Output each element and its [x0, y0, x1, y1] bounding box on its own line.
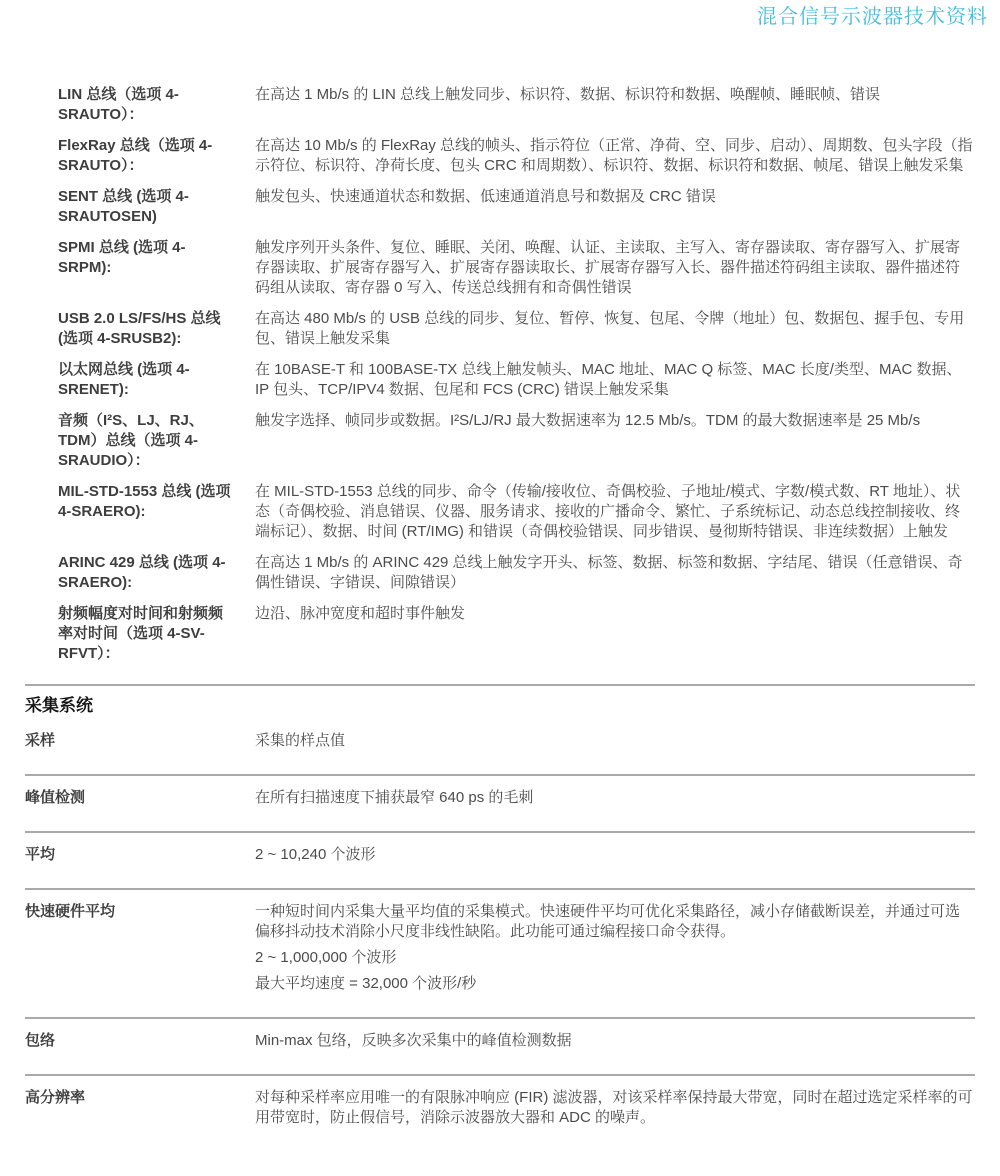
spec-row-rf-vs-time — [58, 604, 975, 664]
section-heading-acquisition: 采集系统 — [25, 696, 93, 715]
spec-paragraph: 对每种采样率应用唯一的有限脉冲响应 (FIR) 滤波器，对该采样率保持最大带宽，同时在超过选定采样率的可用带宽时，防止假信号，消除示波器放大器和 ADC 的噪声。 — [255, 1089, 973, 1126]
spec-value — [255, 731, 973, 751]
spec-row-sent — [58, 187, 975, 227]
spec-label: 射频幅度对时间和射频频率对时间（选项 4-SV-RFVT）： — [58, 605, 224, 662]
spec-label: SENT 总线 (选项 4-SRAUTOSEN) — [58, 188, 189, 225]
spec-value — [255, 902, 973, 994]
spec-row-audio — [58, 411, 975, 471]
spec-paragraph: 最大平均速度 = 32,000 个波形/秒 — [255, 975, 477, 992]
spec-label: 以太网总线 (选项 4-SRENET): — [58, 361, 190, 398]
spec-paragraph: 在所有扫描速度下捕获最窄 640 ps 的毛刺 — [255, 789, 534, 806]
acq-row-fast-hw-average — [25, 888, 975, 1017]
spec-label: ARINC 429 总线 (选项 4-SRAERO): — [58, 554, 226, 591]
spec-paragraph: 采集的样点值 — [255, 732, 346, 749]
spec-label: 平均 — [25, 846, 56, 863]
acq-row-peak-detect — [25, 774, 975, 831]
spec-label: MIL-STD-1553 总线 (选项 4-SRAERO): — [58, 483, 231, 520]
spec-value: 在高达 480 Mb/s 的 USB 总线的同步、复位、暂停、恢复、包尾、令牌（地址）包、数据包、握手包、专用包、错误上触发采集 — [255, 310, 965, 347]
spec-row-usb2 — [58, 309, 975, 349]
acq-row-average — [25, 831, 975, 888]
acq-row-envelope — [25, 1017, 975, 1074]
spec-value: 在高达 10 Mb/s 的 FlexRay 总线的帧头、指示符位（正常、净荷、空、同步、启动）、周期数、包头字段（指示符位、标识符、净荷长度、包头 CRC 和周期数）、标识符、数据、标识符和数据、帧尾、错误上触发采集 — [255, 137, 973, 174]
spec-value — [255, 788, 973, 808]
spec-label: 采样 — [25, 732, 56, 749]
spec-paragraph: 2 ~ 10,240 个波形 — [255, 846, 376, 863]
spec-row-ethernet — [58, 360, 975, 400]
spec-value: 在高达 1 Mb/s 的 LIN 总线上触发同步、标识符、数据、标识符和数据、唤醒帧、睡眠帧、错误 — [255, 86, 881, 103]
spec-label: 快速硬件平均 — [25, 903, 116, 920]
spec-paragraph: 2 ~ 1,000,000 个波形 — [255, 949, 397, 966]
spec-label: FlexRay 总线（选项 4-SRAUTO）： — [58, 137, 213, 174]
spec-row-spmi — [58, 238, 975, 298]
spec-value: 在 MIL-STD-1553 总线的同步、命令（传输/接收位、奇偶校验、子地址/模式、字数/模式数、RT 地址）、状态（奇偶校验、消息错误、仪器、服务请求、接收的广播命令、繁忙、子系统标记、动态总线控制接收、终端标记）、数据、时间 (RT/IMG) 和错误（奇偶校验错误、同步错误、曼彻斯特错误、非连续数据）上触发 — [255, 483, 961, 540]
spec-label: LIN 总线（选项 4-SRAUTO）： — [58, 86, 179, 123]
spec-value — [255, 1088, 973, 1128]
spec-value: 触发字选择、帧同步或数据。I²S/LJ/RJ 最大数据速率为 12.5 Mb/s。TDM 的最大数据速率是 25 Mb/s — [255, 412, 921, 429]
spec-value: 在 10BASE-T 和 100BASE-TX 总线上触发帧头、MAC 地址、MAC Q 标签、MAC 长度/类型、MAC 数据、IP 包头、TCP/IPV4 数据、包尾和 FCS (CRC) 错误上触发采集 — [255, 361, 962, 398]
spec-paragraph: Min-max 包络，反映多次采集中的峰值检测数据 — [255, 1032, 572, 1049]
document-title: 混合信号示波器技术资料 — [757, 6, 988, 28]
spec-label: SPMI 总线 (选项 4-SRPM): — [58, 239, 186, 276]
section-divider — [25, 684, 975, 686]
spec-label: 高分辨率 — [25, 1089, 86, 1106]
spec-paragraph: 一种短时间内采集大量平均值的采集模式。快速硬件平均可优化采集路径，减小存储截断误差，并通过可选偏移抖动技术消除小尺度非线性缺陷。此功能可通过编程接口命令获得。 — [255, 903, 961, 940]
spec-value: 在高达 1 Mb/s 的 ARINC 429 总线上触发字开头、标签、数据、标签和数据、字结尾、错误（任意错误、奇偶性错误、字错误、间隙错误） — [255, 554, 963, 591]
spec-value — [255, 1031, 973, 1051]
spec-label: 峰值检测 — [25, 789, 86, 806]
serial-bus-trigger-table — [58, 85, 975, 664]
spec-row-mil-std-1553 — [58, 482, 975, 542]
acq-row-high-res — [25, 1074, 975, 1151]
spec-label: USB 2.0 LS/FS/HS 总线 (选项 4-SRUSB2): — [58, 310, 221, 347]
acquisition-table — [25, 729, 975, 1151]
spec-value — [255, 845, 973, 865]
spec-label: 包络 — [25, 1032, 56, 1049]
spec-row-flexray — [58, 136, 975, 176]
spec-label: 音频（I²S、LJ、RJ、TDM）总线（选项 4-SRAUDIO）： — [58, 412, 204, 469]
spec-value: 触发包头、快速通道状态和数据、低速通道消息号和数据及 CRC 错误 — [255, 188, 716, 205]
spec-value: 触发序列开头条件、复位、睡眠、关闭、唤醒、认证、主读取、主写入、寄存器读取、寄存器写入、扩展寄存器读取、扩展寄存器写入、扩展寄存器读取长、扩展寄存器写入长、器件描述符码组主读取、器件描述符码组从读取、寄存器 0 写入、传送总线拥有和奇偶性错误 — [255, 239, 961, 296]
acq-row-sampling — [25, 729, 975, 774]
spec-row-lin — [58, 85, 975, 125]
spec-value: 边沿、脉冲宽度和超时事件触发 — [255, 605, 466, 622]
spec-row-arinc429 — [58, 553, 975, 593]
